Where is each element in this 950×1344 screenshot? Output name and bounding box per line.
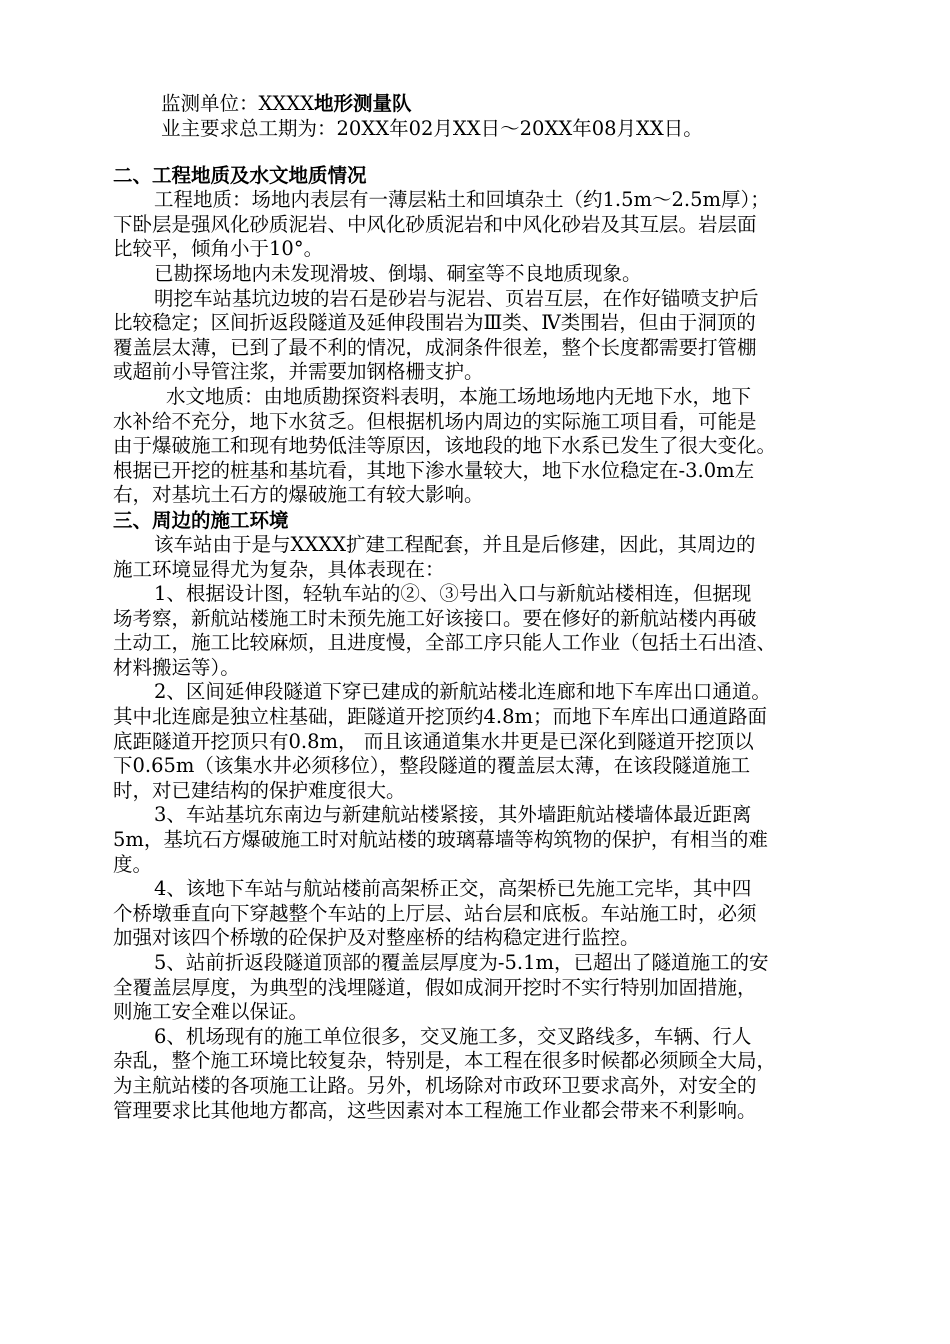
paragraph-line: 下卧层是强风化砂质泥岩、中风化砂质泥岩和中风化砂岩及其互层。岩层面 xyxy=(113,212,757,236)
paragraph-line: 由于爆破施工和现有地势低洼等原因，该地段的地下水系已发生了很大变化。 xyxy=(113,434,777,458)
paragraph-line: 已勘探场地内未发现滑坡、倒塌、硐室等不良地质现象。 xyxy=(154,261,642,285)
paragraph-line: 为主航站楼的各项施工让路。另外，机场除对市政环卫要求高外，对安全的 xyxy=(113,1073,757,1097)
monitor-unit-name: 地形测量队 xyxy=(314,92,412,115)
paragraph-line: 2、区间延伸段隧道下穿已建成的新航站楼北连廊和地下车库出口通道。 xyxy=(154,680,771,704)
paragraph-line: 材料搬运等）。 xyxy=(113,655,240,679)
paragraph-line: 全覆盖层厚度，为典型的浅埋隧道，假如成洞开挖时不实行特别加固措施， xyxy=(113,975,757,999)
paragraph-line: 1、根据设计图，轻轨车站的②、③号出入口与新航站楼相连，但据现 xyxy=(154,582,752,606)
paragraph-line: 该车站由于是与XXXX扩建工程配套，并且是后修建，因此，其周边的 xyxy=(154,532,756,556)
paragraph-line: 个桥墩垂直向下穿越整个车站的上厅层、站台层和底板。车站施工时，必须 xyxy=(113,901,757,925)
paragraph-line: 时，对已建结构的保护难度很大。 xyxy=(113,778,406,802)
paragraph-line: 4、该地下车站与航站楼前高架桥正交，高架桥已先施工完毕，其中四 xyxy=(154,877,752,901)
paragraph-line: 5m，基坑石方爆破施工时对航站楼的玻璃幕墙等构筑物的保护，有相当的难 xyxy=(113,828,768,852)
paragraph-line: 水文地质：由地质勘探资料表明，本施工场地场地内无地下水，地下 xyxy=(166,384,752,408)
paragraph-line: 底距隧道开挖顶只有0.8m， 而且该通道集水井更是已深化到隧道开挖顶以 xyxy=(113,729,754,753)
paragraph-line: 下0.65m（该集水井必须移位），整段隧道的覆盖层太薄，在该段隧道施工 xyxy=(113,754,751,778)
monitor-unit-line xyxy=(113,92,865,117)
paragraph-line: 场考察，新航站楼施工时未预先施工好该接口。要在修好的新航站楼内再破 xyxy=(113,606,757,630)
paragraph-line: 杂乱，整个施工环境比较复杂，特别是，本工程在很多时候都必须顾全大局， xyxy=(113,1049,777,1073)
document-page xyxy=(113,92,865,1123)
paragraph-line: 或超前小导管注浆，并需要加钢格栅支护。 xyxy=(113,360,484,384)
paragraph-line: 3、车站基坑东南边与新建航站楼紧接，其外墙距航站楼墙体最近距离 xyxy=(154,803,752,827)
section3-title: 三、周边的施工环境 xyxy=(113,508,289,532)
paragraph-line: 右，对基坑土石方的爆破施工有较大影响。 xyxy=(113,483,484,507)
paragraph-line: 工程地质：场地内表层有一薄层粘土和回填杂土（约1.5m～2.5m厚）； xyxy=(154,188,770,212)
paragraph-line: 施工环境显得尤为复杂，具体表现在： xyxy=(113,557,445,581)
paragraph-line: 水补给不充分，地下水贫乏。但根据机场内周边的实际施工项目看，可能是 xyxy=(113,409,757,433)
paragraph-line: 管理要求比其他地方都高，这些因素对本工程施工作业都会带来不利影响。 xyxy=(113,1098,757,1122)
paragraph-line: 6、机场现有的施工单位很多，交叉施工多，交叉路线多，车辆、行人 xyxy=(154,1024,752,1048)
paragraph-line: 5、站前折返段隧道顶部的覆盖层厚度为-5.1m，已超出了隧道施工的安 xyxy=(154,951,769,974)
paragraph-line: 加强对该四个桥墩的砼保护及对整座桥的结构稳定进行监控。 xyxy=(113,926,640,950)
monitor-label: 监测单位：XXXX xyxy=(161,92,315,115)
paragraph-line: 比较平，倾角小于10°。 xyxy=(113,237,324,261)
paragraph-line: 土动工，施工比较麻烦，且进度慢，全部工序只能人工作业（包括土石出渣、 xyxy=(113,631,777,655)
paragraph-line: 度。 xyxy=(113,852,153,876)
paragraph-line: 则施工安全难以保证。 xyxy=(113,1000,309,1024)
section2-title: 二、工程地质及水文地质情况 xyxy=(113,164,367,188)
paragraph-line: 根据已开挖的桩基和基坑看，其地下渗水量较大，地下水位稳定在-3.0m左 xyxy=(113,458,755,482)
period-line: 业主要求总工期为：20XX年02月XX日～20XX年08月XX日。 xyxy=(161,116,703,140)
paragraph-line: 比较稳定；区间折返段隧道及延伸段围岩为Ⅲ类、Ⅳ类围岩，但由于洞顶的 xyxy=(113,311,756,335)
paragraph-line: 其中北连廊是独立柱基础，距隧道开挖顶约4.8m；而地下车库出口通道路面 xyxy=(113,705,768,729)
spacer xyxy=(113,141,865,163)
paragraph-line: 覆盖层太薄，已到了最不利的情况，成洞条件很差，整个长度都需要打管棚 xyxy=(113,335,757,359)
paragraph-line: 明挖车站基坑边坡的岩石是砂岩与泥岩、页岩互层，在作好锚喷支护后 xyxy=(154,286,759,310)
